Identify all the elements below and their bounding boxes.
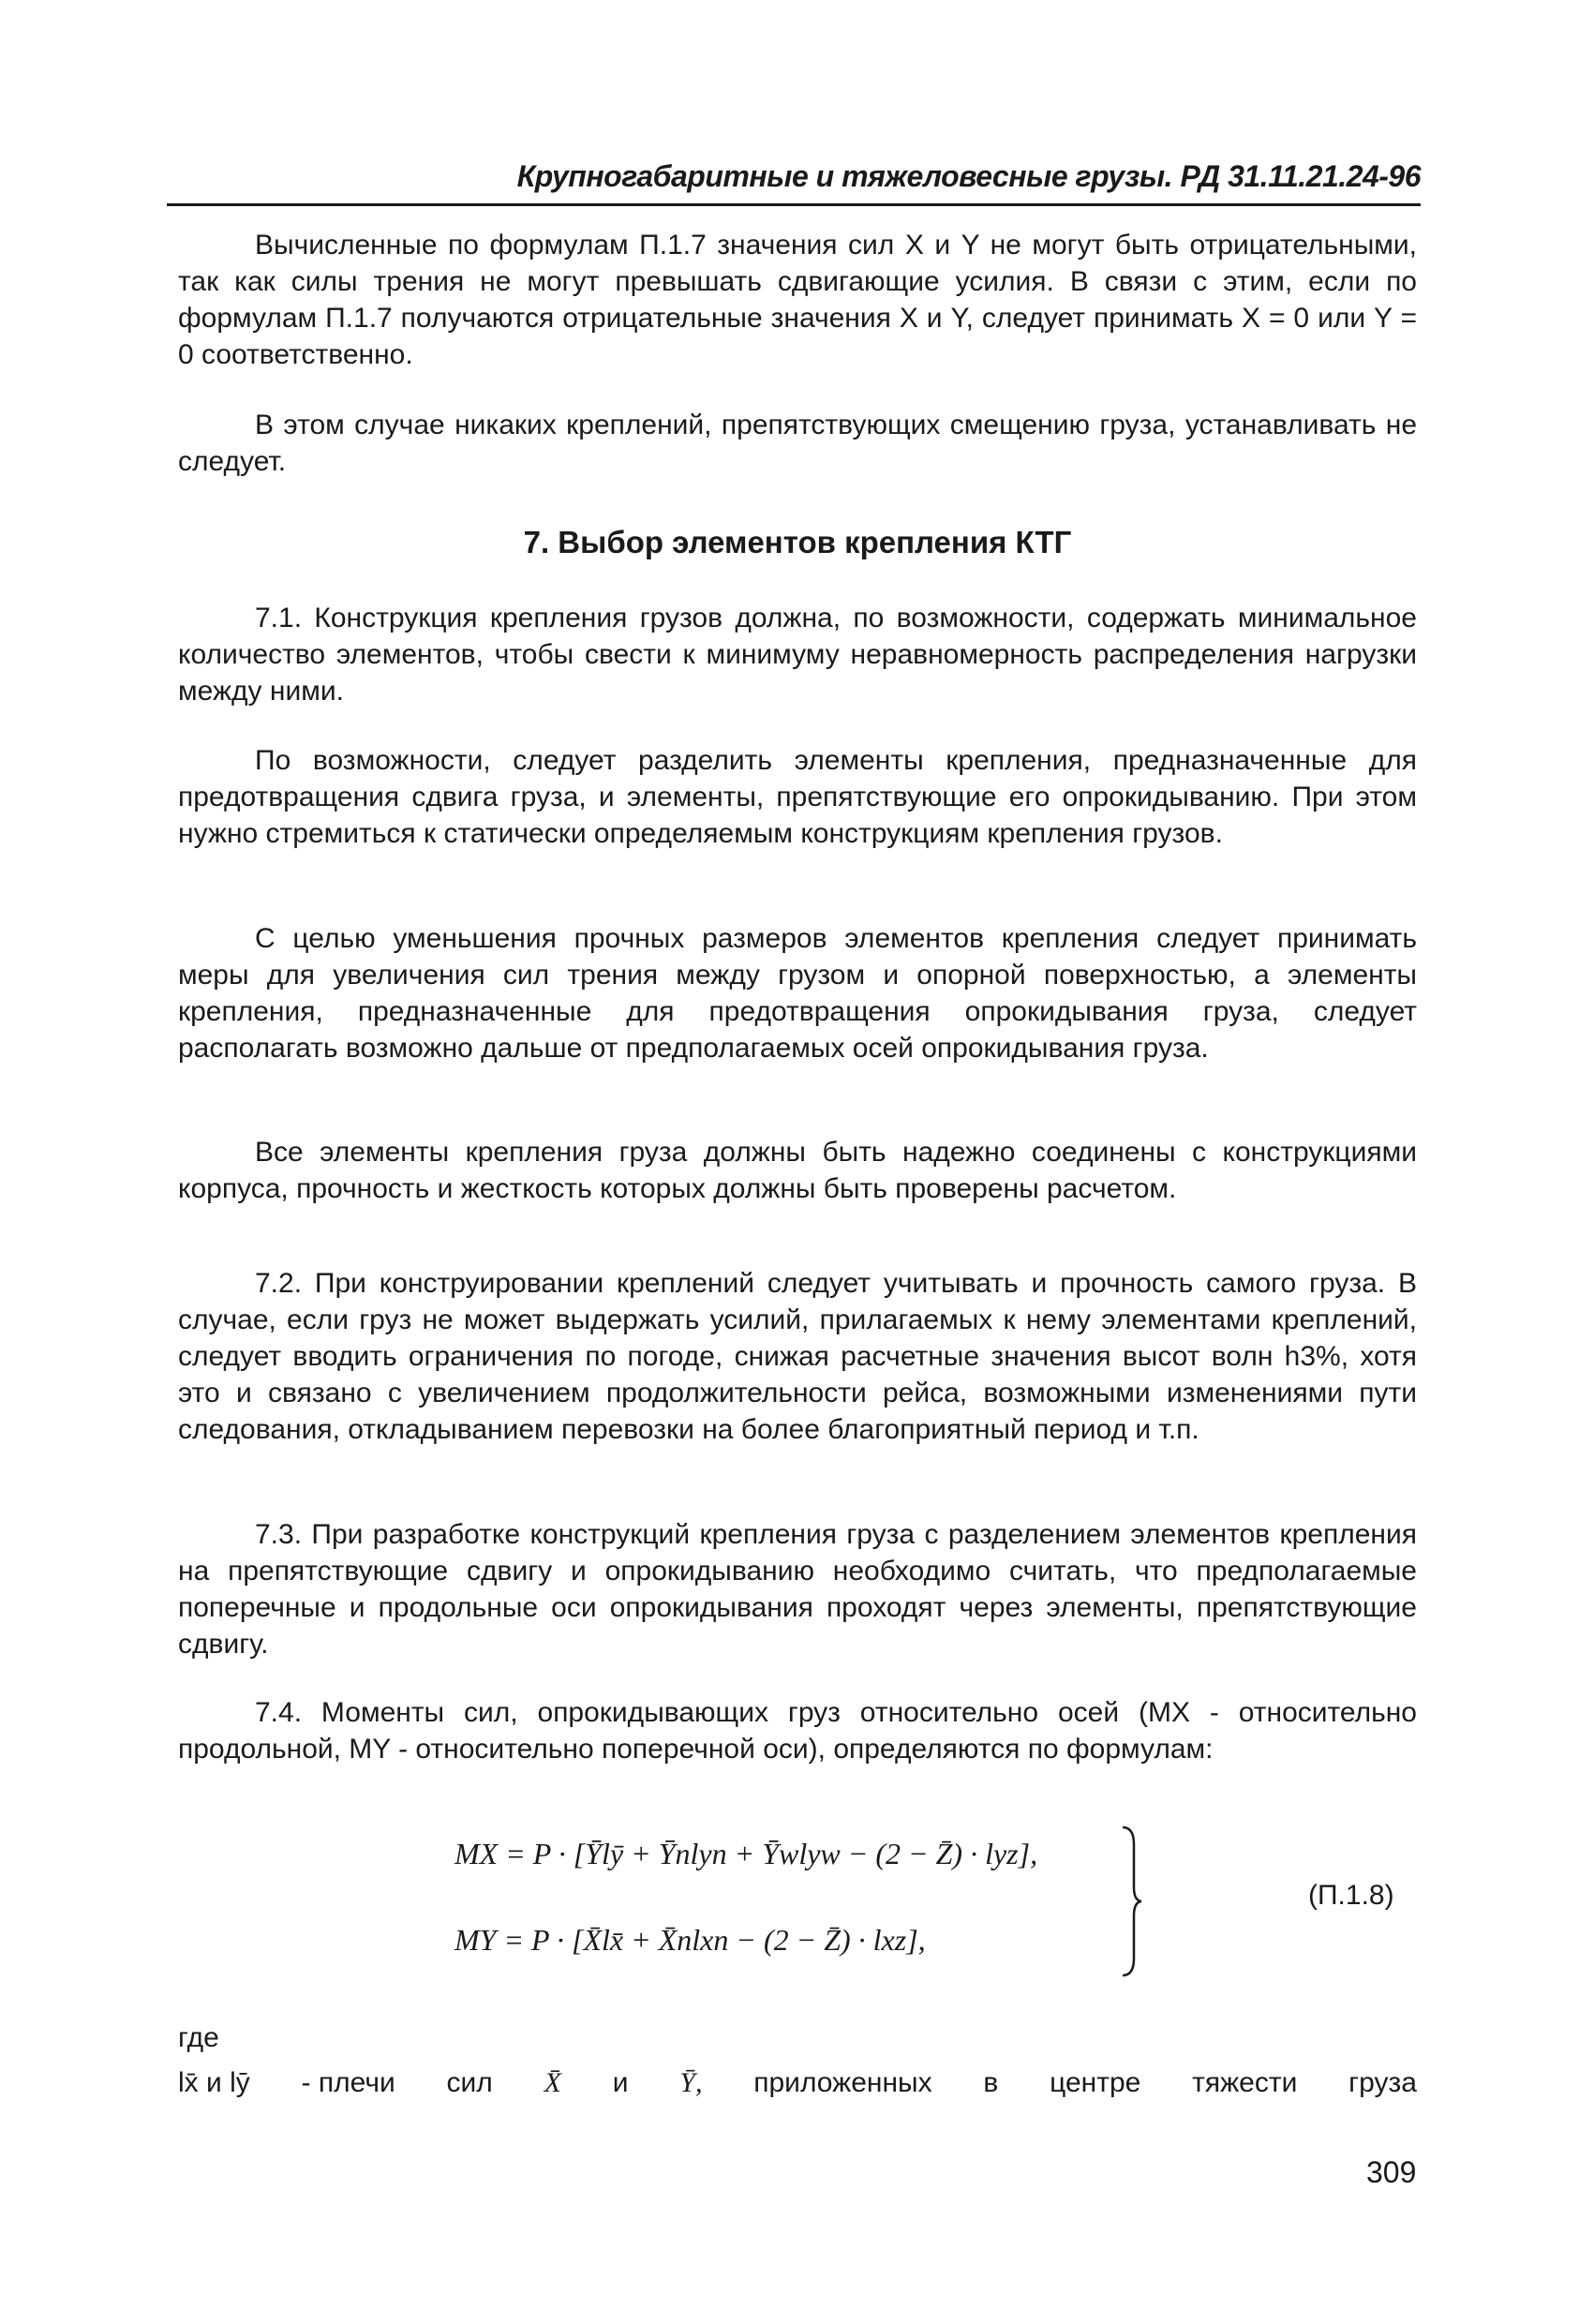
definition-word: тяжести	[1192, 2067, 1298, 2098]
section-heading: 7. Выбор элементов крепления КТГ	[523, 525, 1072, 559]
paragraph-7-2: 7.2. При конструировании креплений следует учитывать и прочность самого груза. В случае, если груз не может выдержать усилий, прилагаемых к нему элементами креплений, следует вводить ограничения по погоде, снижая расчетные значения высот волн h3%, хотя это и связано с увеличением продолжительности рейса, возможными изменениями пути следования, откладыванием перевозки на более благоприятный период и т.п.	[178, 1268, 1417, 1445]
where-label: где	[178, 2022, 219, 2053]
page-number: 309	[1366, 2155, 1417, 2189]
definition-word: приложенных	[753, 2067, 932, 2098]
paragraph-forces-nonnegative: Вычисленные по формулам П.1.7 значения сил X и Y не могут быть отрицательными, так как силы трения не могут превышать сдвигающие усилия. В связи с этим, если по формулам П.1.7 получаются отрицательные значения X и Y, следует принимать X = 0 или Y = 0 соответственно.	[178, 230, 1417, 370]
right-brace	[1121, 1825, 1143, 1977]
paragraph-7-1: 7.1. Конструкция крепления грузов должна, по возможности, содержать минимальное количество элементов, чтобы свести к минимуму неравномерность распределения нагрузки между ними.	[178, 603, 1417, 707]
running-header: Крупногабаритные и тяжеловесные грузы. РД 31.11.21.24-96	[167, 159, 1421, 206]
definition-symbol-x: X̄	[544, 2067, 561, 2098]
definition-word: - плечи	[301, 2067, 395, 2098]
definition-word: в	[983, 2067, 999, 2098]
paragraph-separate-elements: По возможности, следует разделить элементы крепления, предназначенные для предотвращения сдвига груза, и элементы, препятствующие его опрокидыванию. При этом нужно стремиться к статически определяемым конструкциям крепления грузов.	[178, 745, 1417, 849]
formula-my: MY = P · [X̄lx̄ + X̄nlxn − (2 − Z̄) · lxz],	[454, 1923, 926, 1957]
paragraph-7-3: 7.3. При разработке конструкций крепления груза с разделением элементов крепления на препятствующие сдвигу и опрокидыванию необходимо считать, что предполагаемые поперечные и продольные оси опрокидывания проходят через элементы, препятствующие сдвигу.	[178, 1519, 1417, 1660]
definition-symbol-y: Ȳ,	[679, 2067, 703, 2098]
definition-word: груза	[1348, 2067, 1417, 2098]
paragraph-no-fastening: В этом случае никаких креплений, препятствующих смещению груза, устанавливать не следует.	[178, 410, 1417, 477]
definition-word: сил	[446, 2067, 493, 2098]
definition-word: центре	[1050, 2067, 1141, 2098]
formula-mx: MX = P · [Ȳlȳ + Ȳnlyn + Ȳwlyw − (2 − Z̄) · lyz],	[454, 1837, 1038, 1870]
paragraph-friction: С целью уменьшения прочных размеров элементов крепления следует принимать меры для увеличения сил трения между грузом и опорной поверхностью, а элементы крепления, предназначенные для предотвращения опрокидывания груза, следует располагать возможно дальше от предполагаемых осей опрокидывания груза.	[178, 923, 1417, 1064]
definition-word: и	[612, 2067, 629, 2098]
definition-symbols: lx̄ и lȳ	[178, 2067, 250, 2098]
paragraph-7-4: 7.4. Моменты сил, опрокидывающих груз относительно осей (MX - относительно продольной, MY - относительно поперечной оси), определяются по формулам:	[178, 1697, 1417, 1765]
definition-line	[178, 2067, 1417, 2099]
paragraph-connection: Все элементы крепления груза должны быть надежно соединены с конструкциями корпуса, прочность и жесткость которых должны быть проверены расчетом.	[178, 1137, 1417, 1204]
equation-number: (П.1.8)	[1308, 1880, 1394, 1911]
